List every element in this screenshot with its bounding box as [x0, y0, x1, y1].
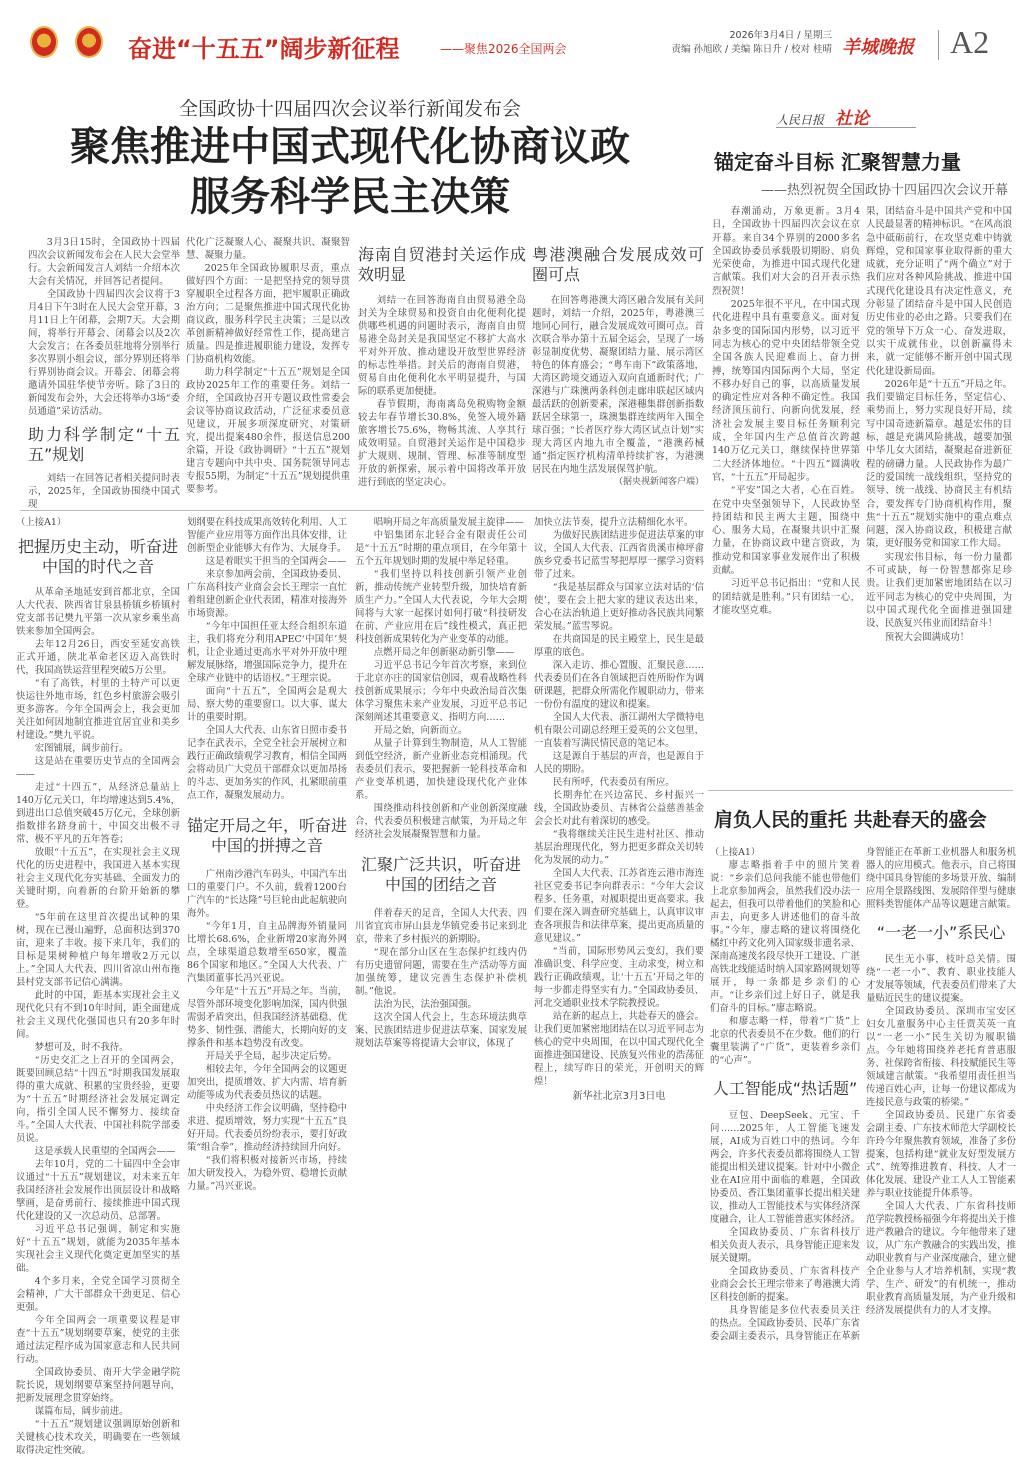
editorial-title: 锚定奋斗目标 汇聚智慧力量 — [714, 150, 961, 174]
paragraph: 习近平总书记今年首次考察，来到位于北京亦庄的国家信创园，观看战略性科技创新成果展示；今年中央政治局首次集体学习聚焦未来产业发展，习近平总书记深刻阐述其重要意义、指明方向…… — [355, 660, 527, 723]
paragraph: 2026年是“十五五”开局之年。我们要锚定目标任务，坚定信心、乘势而上，努力实现良好开局，续写中国奇迹新篇章。越是宏伟的目标，越是充满风险挑战，越要加强中华儿女大团结，凝聚起奋进新征程的磅礴力量。人民政协作为最广泛的爱国统一战线组织，坚持党的领导、统一战线、协商民主有机结合，要发挥专门协商机构作用，聚焦“十五五”规划实施中的重点难点问题，深入协商议政，积极建言献策，更好服务党和国家工作大局。 — [866, 378, 1012, 550]
paragraph: 划纲要在科技成果高效转化利用、人工智能产业应用等方面作出具体安排，让创新型企业能够大有作为、大展身手。 — [187, 517, 347, 554]
paragraph: 这是站在重要历史节点的全国两会—— — [16, 756, 180, 780]
cppcc-emblem-icon — [75, 26, 103, 58]
lead-title — [0, 122, 700, 222]
lead-kicker: 全国政协十四届四次会议举行新闻发布会 — [178, 98, 521, 120]
paragraph: 宏图铺展，阔步前行。 — [34, 743, 129, 754]
paragraph: 长期奔忙在兴边富民、乡村振兴一线，全国政协委员、吉林省公益慈善基金会会长对此有着深切的感受。 — [534, 790, 704, 827]
paragraph: 3月3日15时，全国政协十四届四次会议新闻发布会在人民大会堂举行。大会新闻发言人刘结一介绍本次大会有关情况，并回答记者提问。 — [28, 237, 180, 287]
right-lower-col-1 — [710, 846, 860, 1343]
paragraph: 春潮涌动，万象更新。3月4日，全国政协十四届四次会议在京开幕。来自34个界别的2000多名全国政协委员承载殷切期盼、肩负光荣使命，为推进中国式现代化建言献策。我们对大会的召开表示热烈祝贺！ — [712, 206, 860, 297]
paragraph: 代化广泛凝聚人心、凝聚共识、凝聚智慧、凝聚力量。 — [186, 237, 350, 261]
lower-col-c — [355, 516, 527, 1050]
top-col-1 — [28, 236, 180, 511]
paragraph: 此时的中国，距基本实现社会主义现代化只有不到10年时间，距全面建成社会主义现代化强国也只有20多年时间。 — [16, 990, 180, 1040]
paragraph: 习近平总书记强调，制定和实施好“十五五”规划，就能为2035年基本实现社会主义现代化奠定更加坚实的基础。 — [16, 1224, 180, 1274]
top-col-2 — [186, 236, 350, 496]
paragraph: 刘结一在回答记者相关提问时表示，2025年，全国政协围绕中国式现 — [28, 473, 180, 510]
paragraph: “5年前在这里首次提出试种的果树，现在已漫山遍野，总面积达到370亩，迎来了丰收。接下来几年，我们的目标是果树种植户每年增收2万元以上。”全国人大代表、四川省凉山州布拖县村党支部书记信心满满。 — [16, 912, 180, 988]
paragraph: “现在部分山区在生态保护红线内仍有历史遗留问题，需要在生产活动等方面加强统筹，建议完善生态保护补偿机制。”他说。 — [355, 947, 527, 997]
paragraph: “历史交汇之上召开的全国两会，既要回顾总结“十四五”时期我国发展取得的重大成就、积累的宝贵经验，更要为“十五五”时期经济社会发展定调定向，指引全国人民不懈努力、接续奋斗。”全国人大代表、中国社科院学部委员说。 — [16, 1055, 180, 1144]
continued-note: （上接A1） — [710, 847, 761, 858]
paragraph: 从量子计算到生物制造，从人工智能到低空经济，新产业新业态竞相涌现。代表委员们表示，要把握新一轮科技革命和产业变革机遇，加快建设现代化产业体系。 — [355, 738, 527, 801]
section-title: 奋进“十五五”阔步新征程 — [128, 35, 400, 63]
paragraph: 站在新的起点上，共赴春天的盛会。让我们更加紧密地团结在以习近平同志为核心的党中央周围，在以中国式现代化全面推进强国建设、民族复兴伟业的浩荡征程上，续写昨日的荣光，开创明天的辉煌！ — [534, 1011, 704, 1087]
paragraph: 全国政协委员、广东省科技厅相关负责人表示，具身智能正迎来发展关键期。 — [710, 1227, 861, 1264]
paragraph: 全国政协委员、民建广东省委会副主委、广东技术师范大学副校长许玲今年聚焦教育领域，准备了多份提案，包括构建“就业友好型发展方式”、统筹推进教育、科技、人才一体化发展、建设产业工人人工智能素养与职业技能提升体系等。 — [866, 1110, 1017, 1199]
subhead-hainan: 海南自贸港封关运作成效明显 — [358, 245, 526, 284]
paragraph: “十五五”规划建议强调原始创新和关键核心技术攻关，明确要在一些领域取得决定性突破。 — [16, 1419, 180, 1456]
editorial-subtitle: ——热烈祝贺全国政协十四届四次会议开幕 — [760, 183, 1008, 198]
paragraph: “当前，国际形势风云变幻，我们要准确识变、科学应变、主动求变，树立和践行正确政绩观，让‘十五五’开局之年的每一步都走得坚实有力。”全国政协委员、河北交通职业技术学院教授说。 — [534, 946, 704, 1009]
paragraph: 全国人大代表、山东省日照市委书记李在武表示，全党全社会开展树立和践行正确政绩观学习教育，相信全国两会将动员广大党员干部群众以更加昂扬的斗志、更加务实的作风，扎紧眼前重点工作，凝聚发展动力。 — [187, 725, 347, 801]
paragraph: 深入走访、推心置腹、汇聚民意……代表委员们在各自领域把百姓所盼作为调研课题，把群众所需化作履职动力，带来一份份有温度的建议和提案。 — [534, 660, 704, 710]
editorial-tag — [776, 104, 916, 128]
newspaper-logo: 羊城晚报 — [842, 37, 914, 58]
paragraph: 廖志略指着手中的照片笑着说：“乡亲们总问我能不能也带他们上北京参加两会，虽然我们没办法一起去，但我可以带着他们的笑脸和心声去，向更多人讲述他们的奋斗故事。”今年，廖志略的建议将围绕化橘红中药文化列入国家级非遗名录、深南高速茂名段尽快开工建设、广湛高铁北线能适时纳入国家路网规划等展开，每一条都是乡亲们的心声。“让乡亲们过上好日子，就是我们奋斗的目标。”廖志略说。 — [710, 860, 861, 1014]
lead-title-line2: 服务科学民主决策 — [190, 173, 510, 220]
paragraph: 今年是“十五五”开局之年。当前，尽管外部环境变化影响加深，国内供强需弱矛盾突出，但我国经济基础稳、优势多、韧性强、潜能大，长期向好的支撑条件和基本趋势没有改变。 — [187, 986, 347, 1049]
continued-note: （上接A1） — [16, 517, 67, 528]
source-note: （据央视新闻客户端） — [613, 477, 704, 487]
paragraph: 谋篇布局，阔步前进。 — [34, 1406, 129, 1417]
paragraph: 全国政协十四届四次会议将于3月4日下午3时在人民大会堂开幕，3月11日上午闭幕，会期7天。大会期间，将举行开幕会、闭幕会以及2次大会发言；在各委员驻地将分别举行多次界别小组会议，部分界别还将举行界别协商会议。开幕会、闭幕会将邀请外国驻华使节旁听。除了3日的新闻发布会外，大会还将举办3场“委员通道”采访活动。 — [28, 289, 180, 417]
paragraph: “我将继续关注民生进村社区、推动基层治理现代化，努力把更多群众关切转化为发展的动力。” — [534, 829, 704, 866]
paragraph: 全国政协委员、深圳市宝安区妇女儿童服务中心主任贾芙英一直以“一老一小”民生关切为履职锚点。今年她将围绕养老托育普惠服务、社保跨省衔接、科技赋能民生等领域建言献策。“我希望用责任担当传递百姓心声，让每一份建议都成为连接民意与政策的桥梁。” — [866, 1006, 1017, 1108]
paragraph: “今年1月，自主品牌海外销量同比增长68.6%，企业新增20家海外网点，全球渠道总数增至650家，覆盖86个国家和地区。”全国人大代表、广汽集团董事长冯兴亚说。 — [187, 921, 347, 984]
paragraph: “今年中国担任亚太经合组织东道主，我们将充分利用APEC‘中国年’契机，让企业通过更高水平对外开放中理解发展脉络，增强国际竞争力，提升在全球产业链中的话语权。”王理宗说。 — [187, 621, 347, 684]
subhead-elderly-children: “一老一小”系民心 — [876, 923, 1006, 942]
paragraph: 去年10月，党的二十届四中全会审议通过“十五五”规划建议，对未来五年我国经济社会发展作出顶层设计和战略擘画，是奋勇前行、接续推进中国式现代化建设的又一次总动员、总部署。 — [16, 1159, 180, 1222]
editorial-col-2 — [866, 205, 1012, 644]
paragraph: 这是承载人民重望的全国两会—— — [34, 1146, 176, 1157]
lower-col-b — [187, 516, 347, 1193]
paragraph: 为做好民族团结进步促进法草案的审议，全国人大代表、江西省贵溪市樟坪畲族乡党委书记蓝雪琴把厚厚一摞学习资料带了过来。 — [534, 530, 704, 580]
paragraph: 果，团结奋斗是中国共产党和中国人民最显著的精神标识。“在风高浪急中砥砺前行，在攻坚克难中铸就辉煌，党和国家事业取得新的重大成就，充分证明了“两个确立”对于我们应对各种风险挑战、推进中国式现代化建设具有决定性意义，充分彰显了团结奋斗是中国人民创造历史伟业的必由之路。只要我们在党的领导下万众一心、奋发进取，以实干成就伟业，以创新赢得未来，就一定能够不断开创中国式现代化建设新局面。 — [866, 206, 1012, 377]
paragraph: 春节假期，海南离岛免税购物金额较去年春节增长30.8%，免签入境外籍旅客增长75.6%，物畅其流、人享其行成效明显。自贸港封关运作是中国稳步扩大规则、规制、管理、标准等制度型开放的新探索，展示着中国将改革开放进行到底的坚定决心。 — [358, 399, 526, 488]
right-lower-title: 肩负人民的重托 共赴春天的盛会 — [714, 809, 987, 831]
paragraph: 全国政协委员、南开大学金融学院院长说，规划纲要草案坚持问题导向，把新发展理念贯穿始终。 — [16, 1367, 180, 1404]
paragraph: 民有所呼，代表委员有所应。 — [552, 777, 675, 788]
paragraph: 开局之始，向新而立。 — [373, 725, 468, 736]
paragraph: “我是基层群众与国家立法对话的‘信使’，要在会上把大家的建议表达出来，合心在法治轨道上更好推动各民族共同繁荣发展。”蓝雪琴说。 — [534, 582, 704, 632]
paragraph: 身智能正在革新工业机器人和服务机器人的应用模式。他表示，自己将围绕中国具身智能的多场景开放、编制应用全景路线图、发展陪伴型与健康照料类智能体产品等议题建言献策。 — [866, 847, 1017, 910]
paragraph: 走过“十四五”，从经济总量站上140万亿元关口，年均增速达到5.4%，到进出口总值突破45万亿元，全球创新指数排名跻身前十，中国交出极不寻常、极不平凡的五年答卷； — [16, 782, 180, 845]
section-subtitle: ——聚焦2026全国两会 — [440, 42, 567, 56]
national-emblem-icon — [30, 26, 58, 58]
paragraph: 2025年很不平凡，在中国式现代化进程中具有重要意义。面对复杂多变的国际国内形势，以习近平同志为核心的党中央团结带领全党全国各族人民迎难而上、奋力拼搏，统筹国内国际两个大局，坚定不移办好自己的事，以高质量发展的确定性应对各种不确定性。我国经济顶压前行、向新向优发展，经济社会发展主要目标任务顺利完成，全年国内生产总值首次跨越140万亿元关口，继续保持世界第二大经济体地位。“十四五”圆满收官，“十五五”开局起步。 — [712, 299, 860, 483]
paragraph: 助力科学制定“十五五”规划是全国政协2025年工作的重要任务。刘结一介绍，全国政协召开专题议政性常委会会议等协商议政活动，广泛征求委员意见建议，开展多项深度研究、对策研究，提出提案480余件，报送信息200余篇，开设《政协调研》“十五五”规划建言专题向中共中央、国务院领导同志专报55期，为制定“十五五”规划提供重要参考。 — [186, 367, 350, 495]
right-divider — [708, 790, 1013, 791]
top-col-3 — [358, 245, 526, 489]
lower-col-d — [534, 516, 704, 1103]
paragraph: 面向“十五五”，全国两会是观大局、察大势的重要窗口。以大事、谋大计的重要时期。 — [187, 686, 347, 723]
subhead-opening-year: 锚定开局之年，听奋进中国的拼搏之音 — [187, 816, 348, 855]
issue-date: 2026年3月4日 / 星期三 — [729, 30, 832, 41]
paragraph: 围绕推动科技创新和产业创新深度融合，代表委员积极建言献策，为开局之年经济社会发展凝聚智慧和力量。 — [355, 803, 527, 840]
paragraph: 加快立法节奏，提升立法精细化水平。 — [534, 517, 694, 528]
paragraph: 具身智能是多位代表委员关注的热点。全国政协委员、民革广东省委会副主委表示，具身智能正在革新 — [710, 1305, 861, 1342]
paragraph: 这次全国人代会上，生态环境法典草案、民族团结进步促进法草案、国家发展规划法草案等将提请大会审议，体现了 — [355, 1012, 527, 1049]
section-divider — [20, 510, 704, 511]
paragraph: 豆包、DeepSeek、元宝、千问……2025年，人工智能飞速发展，AI成为百姓口中的热词。今年两会，许多代表委员都将围绕人工智能提出相关建议提案。针对中小微企业在AI应用中面临的难题，全国政协委员、香江集团董事长提出相关建议，推动人工智能技术与实体经济深度融合，让人工智能普惠实体经济。 — [710, 1110, 861, 1225]
editorial-col-1 — [712, 205, 860, 617]
lower-col-a — [16, 516, 180, 1457]
paragraph: 唱响开局之年高质量发展主旋律—— — [373, 517, 524, 528]
paragraph: 中铝集团东北轻合金有限责任公司是“十五五”时期的重点项目，在今年第十五个五年规划时期的发展中举足轻重。 — [355, 530, 527, 567]
top-col-4 — [532, 245, 704, 489]
paragraph: 梦想可及，时不我待。 — [34, 1042, 129, 1053]
paragraph: 刘结一在回答海南自由贸易港全岛封关为全球贸易和投资自由化便利化提供哪些机遇的问题时表示，海南自由贸易港全岛封关是我国坚定不移扩大高水平对外开放、推动建设开放型世界经济的标志性举措。封关后的海南自贸港，贸易自由化便利化水平明显提升，与国际的联系更加便捷。 — [358, 295, 526, 397]
paragraph: “我们坚持以科技创新引领产业创新，推动传统产业转型升级，加快培育新质生产力。”全国人大代表说，今年大会期间将与大家一起探讨如何打破“科技研发在前、产业应用在后”线性模式，真正把科技创新成果转化为产业变革的动能。 — [355, 569, 527, 645]
subhead-unity: 汇聚广泛共识，听奋进中国的团结之音 — [360, 855, 521, 894]
subhead-history: 把握历史主动，听奋进中国的时代之音 — [17, 537, 178, 576]
paragraph: 开局关乎全局，起步决定后势。 — [205, 1051, 338, 1062]
paragraph: 来京参加两会前，全国政协委员、广东高科技产业商会会长王理宗一直忙着组建创新企业代表团，精准对接海外市场资源。 — [187, 569, 347, 619]
paragraph: 点燃开局之年创新驱动新引擎—— — [373, 647, 515, 658]
paragraph: 实现宏伟目标，每一份力量都不可或缺，每一份智慧都弥足珍贵。让我们更加紧密地团结在以习近平同志为核心的党中央周围，为以中国式现代化全面推进强国建设、民族复兴伟业而团结奋斗！ — [866, 551, 1012, 630]
paragraph: 预祝大会圆满成功！ — [884, 631, 970, 643]
page-number: A2 — [950, 24, 990, 60]
paragraph: 放眼“十五五”，在实现社会主义现代化的历史进程中，我国进入基本实现社会主义现代化夯实基础、全面发力的关键时期，向着新的台阶开始新的攀登。 — [16, 847, 180, 910]
paragraph: “平安”国之大者，心在百姓。在党中央坚强领导下，人民政协坚持团结和民主两大主题，围绕中心、服务大局，在凝聚共识中汇聚力量，在协商议政中建言资政，为推动党和国家事业发展作出了积极贡献。 — [712, 485, 860, 577]
paragraph: 这是源自于基层的声音，也是源自于人民的期盼。 — [534, 751, 704, 775]
lead-title-line1: 聚焦推进中国式现代化协商议政 — [70, 123, 630, 170]
paragraph: 全国人大代表、浙江湖州大学微特电机有限公司副总经理王爱英的公文包里，一直装着写满民情民意的笔记本。 — [534, 712, 704, 749]
paragraph: “我们将积极对接新兴市场，持续加大研发投入，为稳外贸、稳增长贡献力量。”冯兴亚说。 — [187, 1155, 347, 1192]
subhead-gba: 粤港澳融合发展成效可圈可点 — [532, 245, 704, 284]
paragraph: 4个多月来，全党全国学习贯彻全会精神，广大干部群众干劲更足、信心更强。 — [16, 1276, 180, 1313]
subhead-ai: 人工智能成“热话题” — [712, 1079, 858, 1098]
paragraph: 全国人大代表、广东省科技师范学院教授杨福强今年将提出关于推进产教融合的建议。今年他带来了建议，从广东产教融合的实践出发，推动职业教育与产业深度融合，建立健全企业参与人才培养机制，实现“教学、生产、研发”的有机统一，推动职业教育高质量发展，为产业升级和经济发展提供有力的人才支撑。 — [866, 1201, 1017, 1316]
paragraph: 习近平总书记指出：“党和人民的团结就是胜利。”只有团结一心，才能攻坚克难。 — [712, 578, 860, 616]
paragraph: 民生无小事，枝叶总关情。围绕“一老一小”、教育、职业技能人才发展等领域，代表委员们带来了大量贴近民生的建议提案。 — [866, 954, 1017, 1004]
paragraph: 法治为民，法治强国强。 — [373, 999, 477, 1010]
paragraph: 中央经济工作会议明确，坚持稳中求进、提质增效，努力实现“十五五”良好开局。代表委员纷纷表示，要打好政策“组合拳”，推动经济持续回升向好。 — [187, 1103, 347, 1153]
paragraph: 在回答粤港澳大湾区融合发展有关问题时，刘结一介绍，2025年，粤港澳三地同心同行，融合发展成效可圈可点。首次联合举办第十五届全运会，呈现了一场彰显制度优势、凝聚团结力量、展示湾区特色的体育盛会；“粤车南下”政策落地，大湾区跨境交通迈入双向直通新时代；广深港与广珠澳两条科创走廊串联起区域内最活跃的创新要素，深港穗集群创新指数跃居全球第一，珠澳集群连续两年入围全球百强；“长者医疗券大湾区试点计划”实现大湾区内地九市全覆盖，“港澳药械通”指定医疗机构清单持续扩容，为港澳居民在内地生活发展保驾护航。 — [532, 295, 704, 475]
paragraph: 今年全国两会一项重要议程是审查“十五五”规划纲要草案，使党的主张通过法定程序成为国家意志和人民共同行动。 — [16, 1315, 180, 1365]
editorial-source: 人民日报 — [776, 113, 825, 127]
paragraph: 去年12月26日，西安至延安高铁正式开通，陕北革命老区迈入高铁时代，我国高铁运营里程突破5万公里。 — [16, 639, 180, 676]
issue-editors: 责编 孙旭欧 / 美编 陈日升 / 校对 桂晴 — [671, 44, 832, 55]
paragraph: “有了高铁，村里的土特产可以更快运往外地市场，红色乡村旅游会吸引更多游客。今年全国两会上，我会更加关注如何因地制宜推进宜居宜业和美乡村建设。”樊九平说。 — [16, 678, 180, 741]
paragraph: 2025年全国政协履职尽责，重点做好四个方面：一是把坚持党的领导贯穿履职全过程各方面，把牢履职正确政治方向；二是聚焦推进中国式现代化协商议政，服务科学民主决策；三是以改革创新精神做好经常性工作，提高建言质量。四是推进履职能力建设，发挥专门协商机构效能。 — [186, 263, 350, 365]
subhead-plan: 助力科学制定“十五五”规划 — [28, 425, 180, 464]
paragraph: 全国政协委员、广东省科技产业商会会长王理宗带来了粤港澳大湾区科技创新的提案。 — [710, 1266, 861, 1303]
paragraph: 全国人大代表、江苏省连云港市海连社区党委书记李向群表示：“今年大会议程多、任务重，对履职提出更高要求。我们要在深入调查研究基础上，认真审议审查各项报告和法律草案，提出更高质量的意见建议。” — [534, 868, 704, 944]
paragraph: 在共商国是的民主殿堂上，民生是最厚重的底色。 — [534, 634, 704, 658]
header-divider — [938, 30, 939, 60]
paragraph: 这是着眼实干担当的全国两会—— — [205, 556, 347, 567]
xinhua-byline: 新华社北京3月3日电 — [572, 1091, 666, 1102]
paragraph: 伴着春天的足音，全国人大代表、四川省宜宾市屏山县龙华镇党委书记来到北京，带来了乡村振兴的新期盼。 — [355, 908, 527, 945]
paragraph: 和廖志略一样，带着“广货”上北京的代表委员不在少数。他们的行囊里装满了“广货”，更装着乡亲们的“心声”。 — [710, 1016, 861, 1066]
paragraph: 相较去年，今年全国两会的议题更加突出，提质增效、扩大内需、培育新动能等成为代表委员热议的话题。 — [187, 1064, 347, 1101]
issue-meta — [600, 29, 832, 57]
paragraph: 从革命圣地延安到首都北京，全国人大代表、陕西省甘泉县桥镇乡桥镇村党支部书记樊九平第一次从家乡乘坐高铁来参加全国两会。 — [16, 587, 180, 637]
editorial-label: 社论 — [835, 109, 870, 129]
right-lower-col-2 — [866, 846, 1016, 1317]
paragraph: 广州南沙港汽车码头，中国汽车出口的重要门户。不久前，载着1200台广汽车的“长达隆”号巨轮由此起航驶向海外。 — [187, 869, 347, 919]
